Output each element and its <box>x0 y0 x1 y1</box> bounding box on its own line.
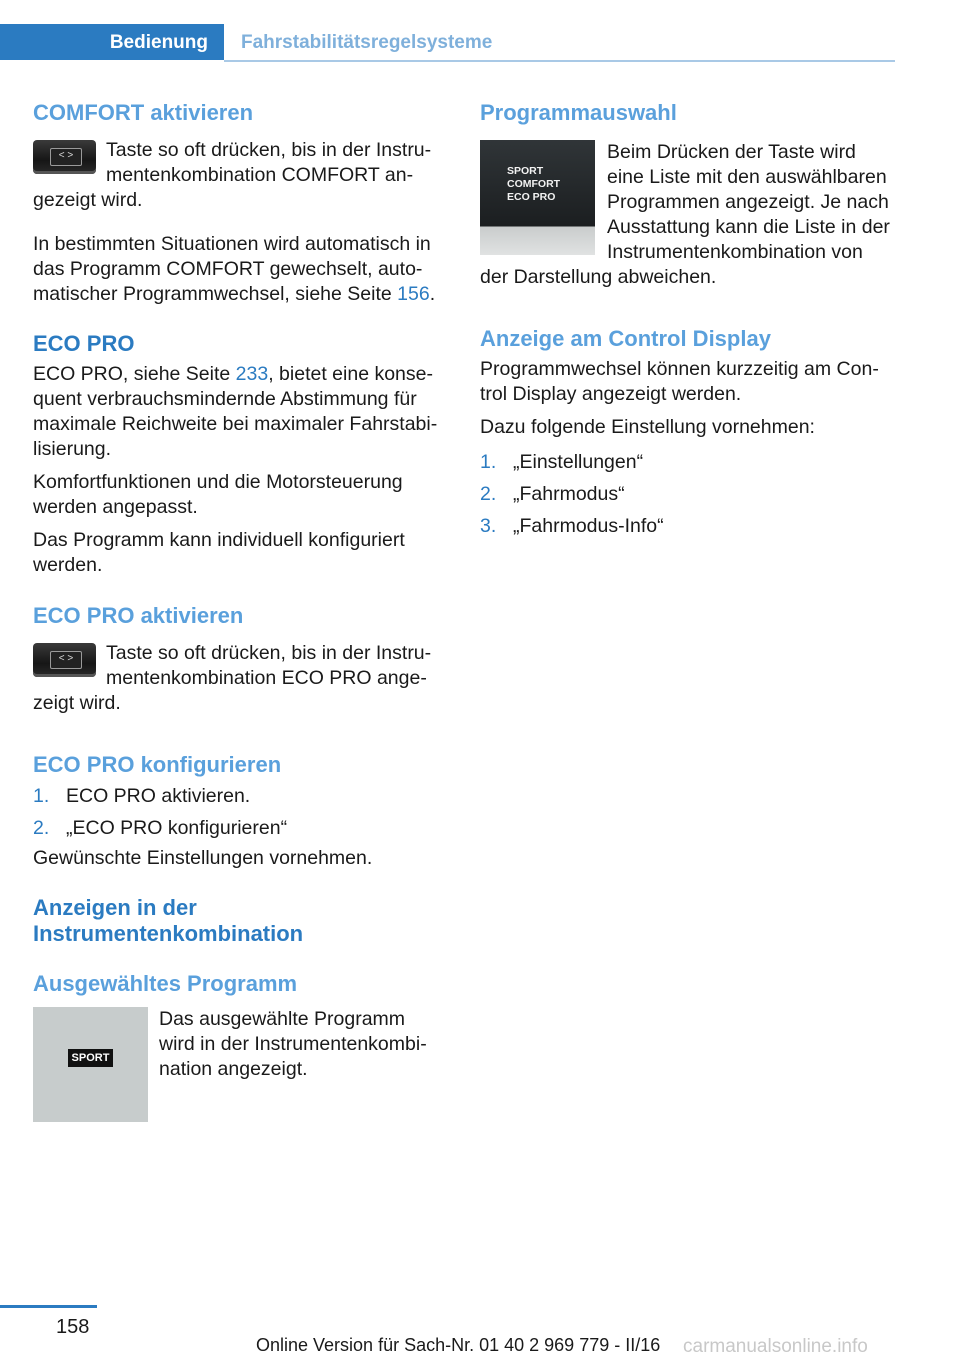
list-item: 1. „Einstellungen“ <box>480 451 644 473</box>
comfort-block <box>33 138 445 213</box>
selected-program-text: Das ausgewählte Programm wird in der Instrumentenkombination angezeigt. <box>159 1008 427 1080</box>
program-select-text: Beim Drücken der Taste wird eine Liste mit den auswählbaren Programmen angezeigt. Je nach Ausstattung kann die Liste in der Instrumentenkombination von der Darstellung abweichen. <box>480 141 890 288</box>
comfort-heading: COMFORT aktivieren <box>33 100 254 125</box>
list-item: 2. „ECO PRO konfigurieren“ <box>33 817 288 839</box>
mode-button-icon <box>33 140 96 174</box>
online-version-text: Online Version für Sach-Nr. 01 40 2 969 779 - II/16 <box>256 1335 661 1355</box>
comfort-text: Taste so oft drücken, bis in der Instrumentenkombination COMFORT angezeigt wird. <box>33 139 432 211</box>
program-select-block <box>480 140 895 290</box>
eco-text: ECO PRO, siehe Seite <box>33 363 236 385</box>
left-column <box>33 100 445 1122</box>
auto-text-end: . <box>429 283 436 305</box>
page-link-156[interactable]: 156 <box>397 283 430 305</box>
eco-text-end: , bietet eine konsequent verbrauchsmindernde Abstimmung für maximale Reichweite bei maximaler Fahrstabilisierung. <box>33 363 438 460</box>
arrows-icon: < > <box>50 148 82 166</box>
control-display-steps <box>480 446 895 542</box>
mode-button-icon <box>33 643 96 677</box>
selected-program-block <box>33 1007 445 1122</box>
chapter-tab: Fahrstabilitätsregelsysteme <box>241 31 493 53</box>
selected-program-heading: Ausgewähltes Programm <box>33 971 298 996</box>
eco-config-heading: ECO PRO konfigurieren <box>33 752 282 777</box>
page-link-233[interactable]: 233 <box>235 363 269 385</box>
control-display-text: Programmwechsel können kurzzeitig am Control Display angezeigt werden. <box>480 358 879 405</box>
eco-pro-text-3: Das Programm kann individuell konfiguriert werden. <box>33 529 405 576</box>
control-display-heading: Anzeige am Control Display <box>480 326 771 351</box>
header-divider <box>224 60 895 62</box>
eco-pro-text <box>33 362 445 462</box>
page-header <box>0 24 895 62</box>
eco-activate-heading: ECO PRO aktivieren <box>33 603 244 628</box>
display-heading: Anzeigen in der Instrumentenkombination <box>33 895 304 946</box>
eco-config-after: Gewünschte Einstellungen vornehmen. <box>33 847 373 869</box>
watermark: carmanualsonline.info <box>683 1336 868 1357</box>
control-display-text-2: Dazu folgende Einstellung vornehmen: <box>480 416 815 438</box>
list-item: 2. „Fahrmodus“ <box>480 483 625 505</box>
sport-display-image <box>33 1007 148 1122</box>
auto-text: In bestimmten Situationen wird automatisch in das Programm COMFORT gewechselt, automatischer Programmwechsel, siehe Seite <box>33 233 431 305</box>
program-list-lines: SPORT COMFORT ECO PRO <box>507 165 561 203</box>
right-column <box>480 100 895 542</box>
auto-switch-text <box>33 232 445 307</box>
eco-activate-block <box>33 641 445 716</box>
sport-badge: SPORT <box>68 1049 113 1067</box>
list-item: 3. „Fahrmodus-Info“ <box>480 515 664 537</box>
eco-pro-heading: ECO PRO <box>33 331 135 356</box>
page-number: 158 <box>56 1316 90 1338</box>
program-list-image <box>480 140 595 255</box>
eco-pro-text-2: Komfortfunktionen und die Motorsteuerung werden angepasst. <box>33 471 403 518</box>
list-item: 1. ECO PRO aktivieren. <box>33 785 251 807</box>
eco-config-steps <box>33 780 445 844</box>
eco-activate-text: Taste so oft drücken, bis in der Instrumentenkombination ECO PRO angezeigt wird. <box>33 642 432 714</box>
footer-divider <box>0 1305 97 1308</box>
section-tab: Bedienung <box>0 24 224 60</box>
arrows-icon: < > <box>50 651 82 669</box>
program-select-heading: Programmauswahl <box>480 100 677 125</box>
